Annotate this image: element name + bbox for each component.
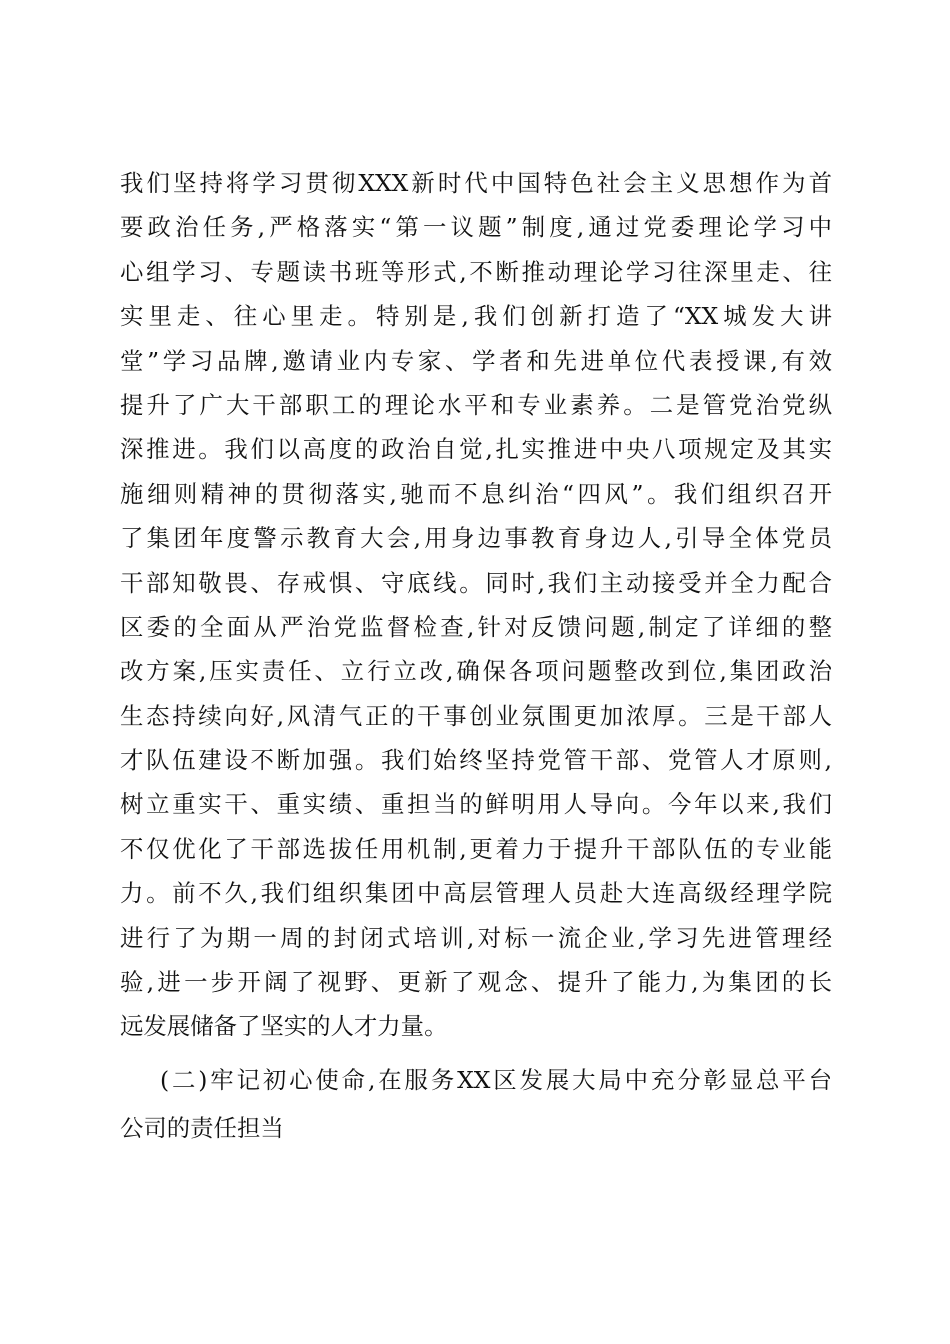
text-line: 进行了为期一周的封闭式培训,对标一流企业,学习先进管理经 [120, 923, 832, 952]
section-heading [120, 1056, 832, 1152]
text-line: 生态持续向好,风清气正的干事创业氛围更加浓厚。三是干部人 [120, 701, 832, 730]
text-line: 改方案,压实责任、立行立改,确保各项问题整改到位,集团政治 [120, 657, 832, 686]
text-line: 要政治任务,严格落实“第一议题”制度,通过党委理论学习中 [120, 213, 832, 242]
text-line: 心组学习、专题读书班等形式,不断推动理论学习往深里走、往 [120, 257, 832, 286]
text-line: 验,进一步开阔了视野、更新了观念、提升了能力,为集团的长 [120, 968, 832, 997]
text-line: (二)牢记初心使命,在服务XX区发展大局中充分彰显总平台 [160, 1065, 832, 1094]
text-line: 提升了广大干部职工的理论水平和专业素养。二是管党治党纵 [120, 390, 832, 419]
text-line: 不仅优化了干部选拔任用机制,更着力于提升干部队伍的专业能 [120, 834, 832, 863]
text-line: 远发展储备了坚实的人才力量。 [120, 1012, 448, 1041]
document-page [120, 161, 832, 1152]
text-line: 堂”学习品牌,邀请业内专家、学者和先进单位代表授课,有效 [120, 346, 832, 375]
text-line: 深推进。我们以高度的政治自觉,扎实推进中央八项规定及其实 [120, 435, 832, 464]
text-line: 实里走、往心里走。特别是,我们创新打造了“XX城发大讲 [120, 302, 832, 331]
text-line: 力。前不久,我们组织集团中高层管理人员赴大连高级经理学院 [120, 879, 832, 908]
text-line: 施细则精神的贯彻落实,驰而不息纠治“四风”。我们组织召开 [120, 479, 832, 508]
text-line: 干部知敬畏、存戒惧、守底线。同时,我们主动接受并全力配合 [120, 568, 832, 597]
text-line: 公司的责任担当 [120, 1113, 284, 1142]
text-line: 了集团年度警示教育大会,用身边事教育身边人,引导全体党员 [120, 524, 832, 553]
text-line: 区委的全面从严治党监督检查,针对反馈问题,制定了详细的整 [120, 612, 832, 641]
text-line: 我们坚持将学习贯彻XXX新时代中国特色社会主义思想作为首 [120, 169, 832, 197]
text-line: 才队伍建设不断加强。我们始终坚持党管干部、党管人才原则, [120, 746, 832, 775]
body-paragraph [120, 161, 832, 1049]
text-line: 树立重实干、重实绩、重担当的鲜明用人导向。今年以来,我们 [120, 790, 832, 819]
